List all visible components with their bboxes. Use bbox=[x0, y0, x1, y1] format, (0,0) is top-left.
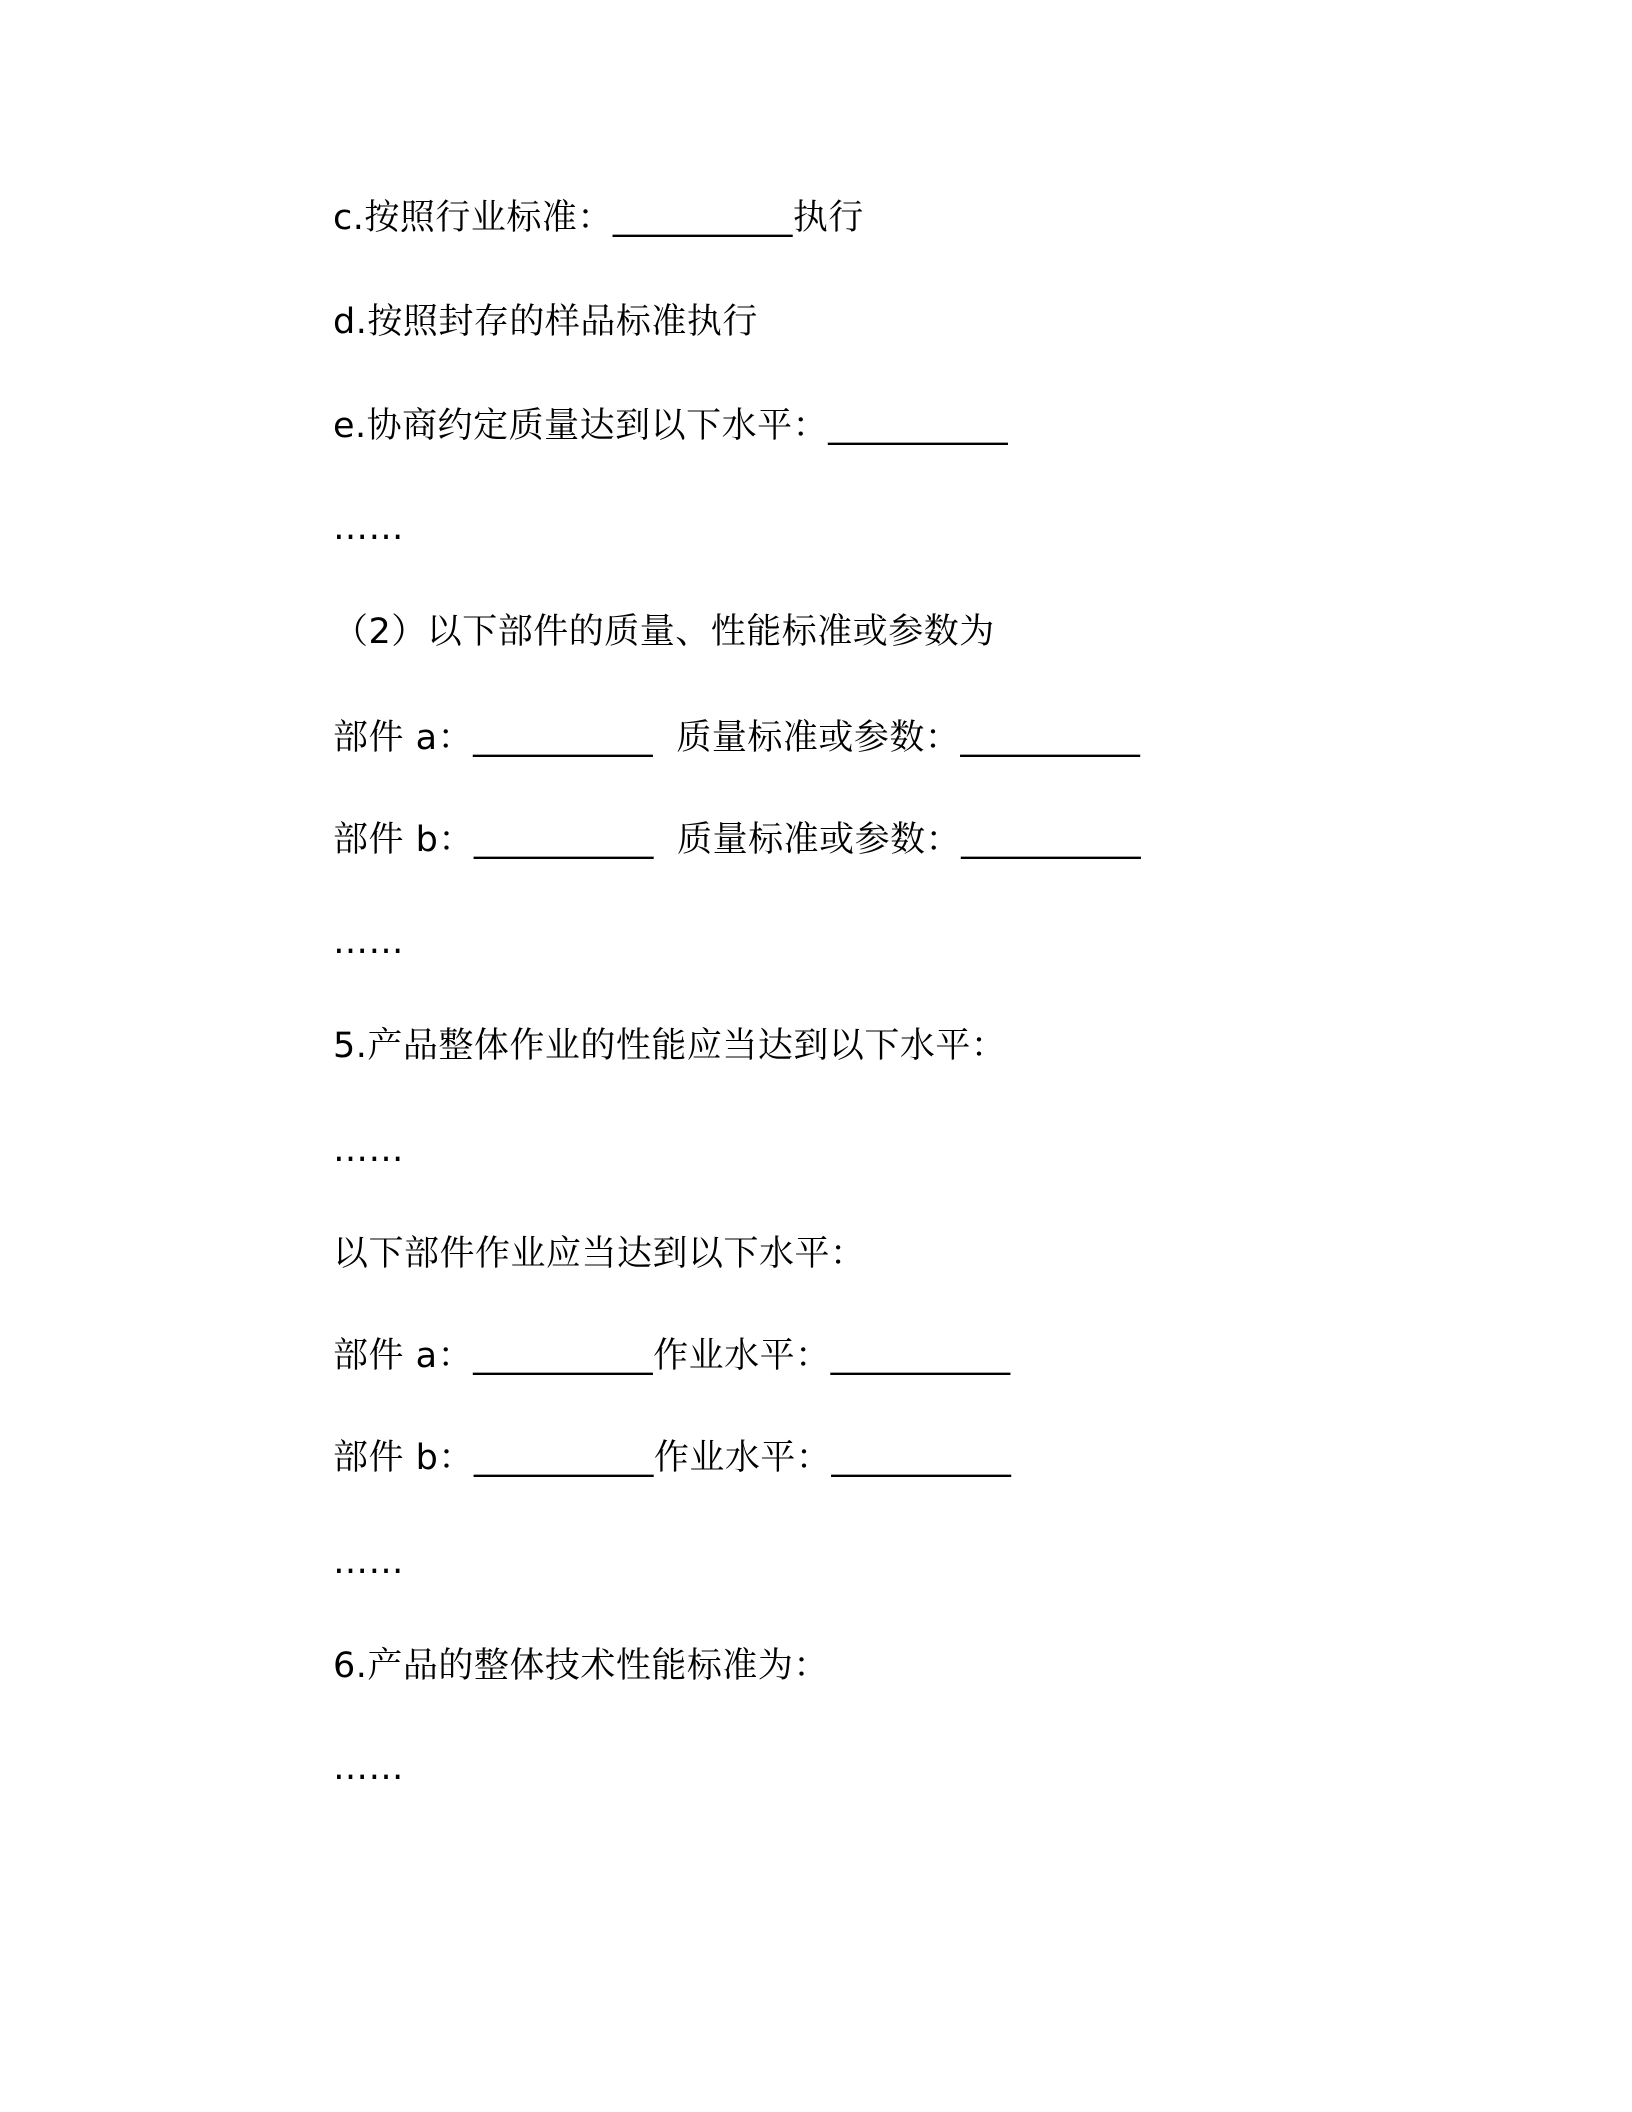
component-b-quality-row: 部件 b：__________ 质量标准或参数：__________ bbox=[333, 820, 1142, 860]
clause-5-heading: 5.产品整体作业的性能应当达到以下水平： bbox=[333, 1026, 1007, 1066]
section-2-heading: （2）以下部件的质量、性能标准或参数为 bbox=[333, 612, 995, 652]
ellipsis: …… bbox=[333, 922, 404, 962]
clause-d-sealed-sample: d.按照封存的样品标准执行 bbox=[333, 302, 758, 342]
component-operation-heading: 以下部件作业应当达到以下水平： bbox=[333, 1234, 866, 1274]
ellipsis: …… bbox=[333, 508, 404, 548]
clause-c-industry-standard: c.按照行业标准：__________执行 bbox=[333, 198, 864, 238]
clause-e-negotiated-quality: e.协商约定质量达到以下水平：__________ bbox=[333, 406, 1009, 446]
ellipsis: …… bbox=[333, 1542, 404, 1582]
ellipsis: …… bbox=[333, 1748, 404, 1788]
component-a-operation-row: 部件 a：__________作业水平：__________ bbox=[333, 1336, 1011, 1376]
component-b-operation-row: 部件 b：__________作业水平：__________ bbox=[333, 1438, 1012, 1478]
clause-6-heading: 6.产品的整体技术性能标准为： bbox=[333, 1646, 829, 1686]
component-a-quality-row: 部件 a：__________ 质量标准或参数：__________ bbox=[333, 718, 1141, 758]
ellipsis: …… bbox=[333, 1130, 404, 1170]
